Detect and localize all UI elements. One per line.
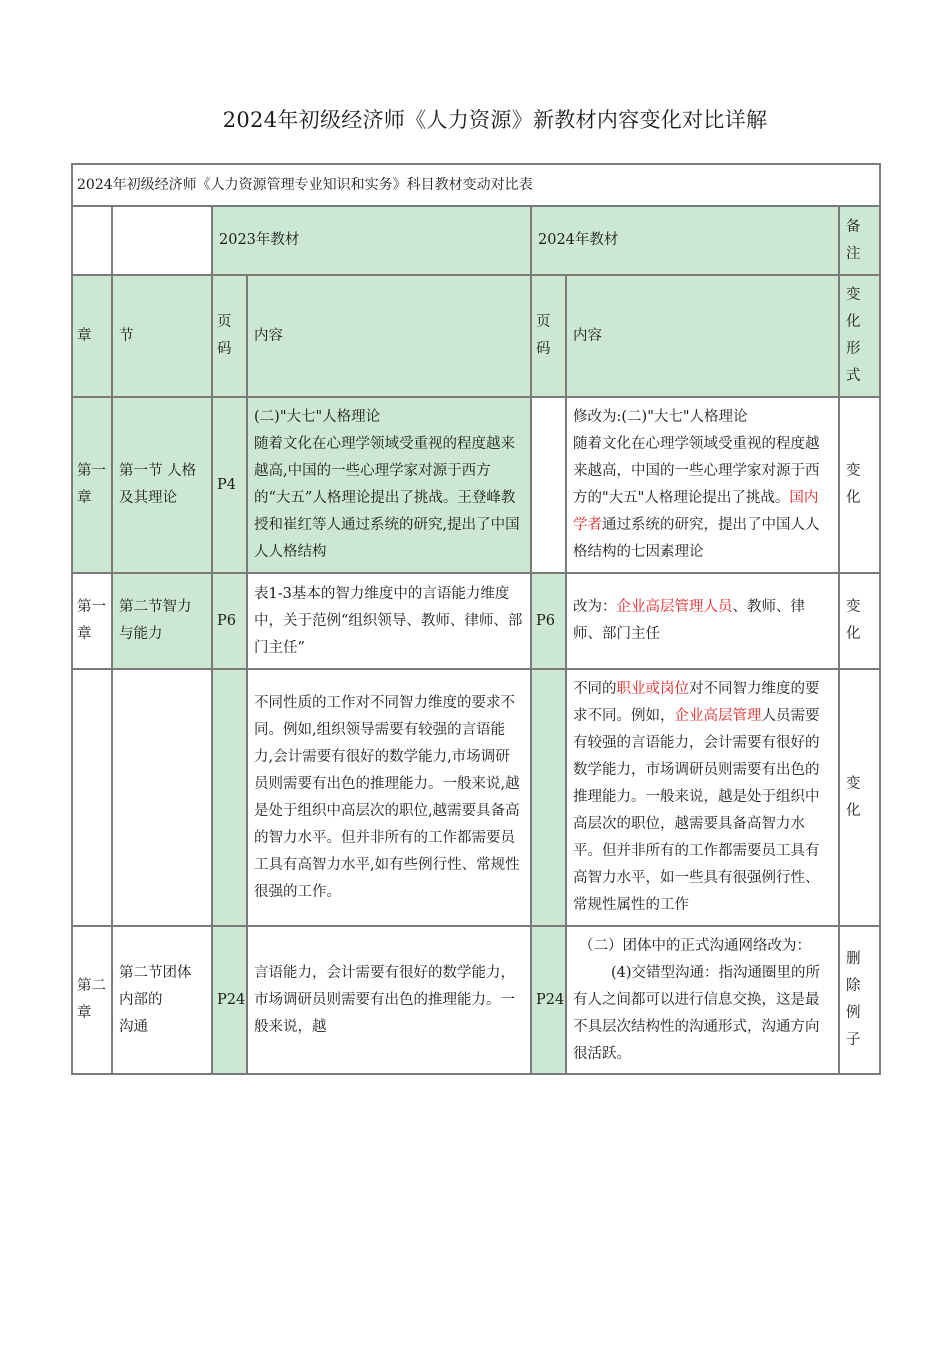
- page-2024-cell: P6: [531, 573, 566, 669]
- header-change-type: 变化形式: [839, 275, 880, 397]
- document-title: 2024年初级经济师《人力资源》新教材内容变化对比详解: [222, 108, 768, 132]
- chapter-cell: 第二章: [72, 926, 112, 1074]
- content-2024-cell: [566, 926, 839, 1074]
- content-2023-cell: 言语能力，会计需要有很好的数学能力，市场调研员则需要有出色的推理能力。一般来说，越: [247, 926, 531, 1074]
- content-2024-cell: [566, 397, 839, 573]
- content-2024-text: 对不同智力维度的要求不同。例如，: [573, 681, 820, 724]
- section-cell: 第一节 人格及其理论: [112, 397, 212, 573]
- content-2024-text: （二）团体中的正式沟通网络改为：: [579, 937, 811, 954]
- page-2024-cell: P24: [531, 926, 566, 1074]
- header-textbook-2023: 2023年教材: [212, 206, 531, 275]
- header-content-2024: 内容: [566, 275, 839, 397]
- page-2023-cell: P4: [212, 397, 247, 573]
- header-row-columns: [72, 275, 880, 397]
- content-2023-cell: (二)"大七"人格理论 随着文化在心理学领域受重视的程度越来越高,中国的一些心理学家对源于西方的“大五”人格理论提出了挑战。王登峰教授和崔红等人通过系统的研究,提出了中国人人格结构: [247, 397, 531, 573]
- section-cell: [112, 926, 212, 1074]
- header-page-2023: 页码: [212, 275, 247, 397]
- page-2023-cell: P6: [212, 573, 247, 669]
- header-empty-section: [112, 206, 212, 275]
- highlighted-change: 企业高层管理: [674, 708, 762, 724]
- table-row: [72, 397, 880, 573]
- table-caption: 2024年初级经济师《人力资源管理专业知识和实务》科目教材变动对比表: [72, 164, 880, 206]
- page-2023-cell: P24: [212, 926, 247, 1074]
- content-2024-text: 修改为:(二)"大七"人格理论 随着文化在心理学领域受重视的程度越来越高，中国的一些心理学家对源于西方的"大五"人格理论提出了挑战: [573, 409, 820, 506]
- header-page-2024: 页码: [531, 275, 566, 397]
- highlighted-change: 国内学者: [573, 490, 819, 533]
- header-section: 节: [112, 275, 212, 397]
- content-2024-text: 。: [774, 490, 790, 506]
- content-2023-cell: 表1-3基本的智力维度中的言语能力维度中，关于范例“组织领导、教师、律师、部门主任”: [247, 573, 531, 669]
- change-type-cell: 删除例子: [839, 926, 880, 1074]
- content-2023-cell: 不同性质的工作对不同智力维度的要求不同。例如,组织领导需要有较强的言语能力,会计需要有很好的数学能力,市场调研员则需要有出色的推理能力。一般来说,越是处于组织中高层次的职位,越需要具备高的智力水平。但并非所有的工作都需要员工具有高智力水平,如有些例行性、常规性很强的工作。: [247, 669, 531, 926]
- chapter-cell: 第一章: [72, 573, 112, 669]
- content-2024-cell: [566, 573, 839, 669]
- table-caption-row: [72, 164, 880, 206]
- page-2024-cell: [531, 669, 566, 926]
- content-2024-body: (4)交错型沟通：指沟通圈里的所有人之间都可以进行信息交换，这是最不具层次结构性的沟通形式，沟通方向很活跃。: [573, 964, 821, 1062]
- content-2024-text: [573, 965, 820, 1062]
- content-2024-text: 人员需要有较强的言语能力，会计需要有很好的数学能力，市场调研员则需要有出色的推理能力。一般来说，越是处于组织中高层次的职位，越需要具备高智力水平。但并非所有的工作都需要员工具有高智力水平，如一些具有很强例行性、常规性属性的工作: [573, 708, 820, 913]
- content-2024-text: 、教师、律师、部门主任: [573, 599, 805, 642]
- content-2024-text: 通过系统的研究，提出了中国人人格结构的七因素理论: [573, 517, 820, 560]
- change-type-cell: 变化: [839, 669, 880, 926]
- content-2024-cell: [566, 669, 839, 926]
- header-empty-chapter: [72, 206, 112, 275]
- change-type-cell: 变化: [839, 573, 880, 669]
- table-row: [72, 926, 880, 1074]
- comparison-table: [71, 163, 881, 1075]
- page-2024-cell: [531, 397, 566, 573]
- chapter-cell: [72, 669, 112, 926]
- section-cell: [112, 669, 212, 926]
- change-type-cell: 变化: [839, 397, 880, 573]
- header-textbook-2024: 2024年教材: [531, 206, 839, 275]
- header-row-edition: [72, 206, 880, 275]
- section-text: 第二节团体内部的: [119, 964, 192, 1008]
- table-row: [72, 669, 880, 926]
- section-cell: 第二节智力与能力: [112, 573, 212, 669]
- content-2024-text: 改为：: [573, 599, 617, 615]
- content-2024-text: 不同的: [573, 681, 617, 697]
- chapter-cell: 第一章: [72, 397, 112, 573]
- highlighted-change: 职业或岗位: [616, 681, 689, 697]
- header-remark: 备注: [839, 206, 880, 275]
- section-text: 沟通: [119, 1018, 148, 1035]
- highlighted-change: 企业高层管理人员: [616, 599, 733, 615]
- table-row: [72, 573, 880, 669]
- header-content-2023: 内容: [247, 275, 531, 397]
- page-2023-cell: [212, 669, 247, 926]
- header-chapter: 章: [72, 275, 112, 397]
